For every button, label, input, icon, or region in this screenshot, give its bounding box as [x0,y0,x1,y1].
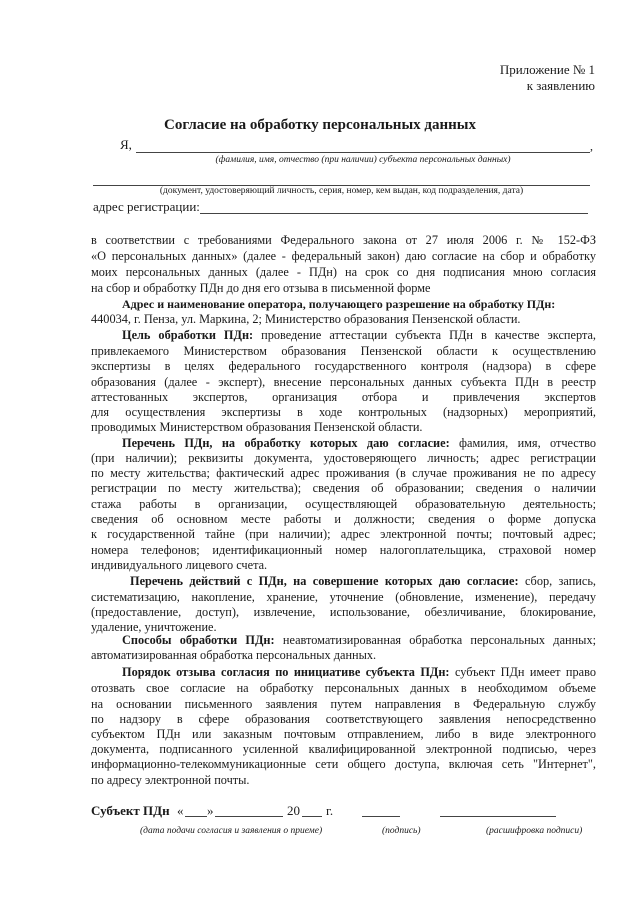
purpose-line-6: для осуществления экспертизы в ходе контрольных (надзорных) мероприятий, [91,405,596,419]
list-line-1 [122,436,596,451]
address-label: адрес регистрации: [93,199,200,214]
signature-decode-field[interactable] [440,816,556,817]
actions-line-1 [130,574,596,589]
methods-heading: Способы обработки ПДн: [122,633,275,647]
revoke-line-1 [122,665,596,680]
revoke-line-4: по надзору в сфере образования соответствующего заявления непосредственно [91,712,596,726]
revoke-line-8: по адресу электронной почты. [91,773,250,787]
actions-line-4: удаление, уничтожение. [91,620,217,634]
full-name-field[interactable] [136,152,590,153]
list-line-9: индивидуального лицевого счета. [91,558,268,572]
methods-line-1 [122,633,596,648]
name-label: Я, [120,137,132,152]
intro-line-1: в соответствии с требованиями Федерального закона от 27 июля 2006 г. № 152-ФЗ [91,233,596,247]
full-name-hint: (фамилия, имя, отчество (при наличии) субъекта персональных данных) [215,155,511,165]
address-field[interactable] [200,213,588,214]
purpose-line-2: привлекаемого Министерством образования Пензенской области к осуществлению [91,344,596,358]
signature-hint: (подпись) [382,826,421,836]
list-line-8: номера телефонов; идентификационный номер налогоплательщика, страховой номер [91,543,596,557]
list-line-7: к государственной тайне (при наличии); адрес электронной почты; почтовый адрес; [91,527,596,541]
revoke-line-2: отозвать свое согласие на обработку персональных данных в необходимом объеме [91,681,596,695]
purpose-line-5: аттестованных экспертов, организация отбора и привлечения экспертов [91,390,596,404]
signature-field[interactable] [362,816,400,817]
signature-month-field[interactable] [215,816,283,817]
revoke-line-7: информационно-телекоммуникационные сети общего доступа, включая сеть "Интернет", [91,757,596,771]
intro-line-2: «О персональных данных» (далее - федеральный закон) даю согласие на сбор и обработку [91,249,596,263]
intro-line-4: на сбор и обработку ПДн до дня его отзыва в письменной форме [91,281,431,295]
year-suffix: г. [326,803,334,818]
list-heading: Перечень ПДн, на обработку которых даю согласие: [122,436,450,450]
document-title: Согласие на обработку персональных данных [163,117,476,133]
actions-line-3: (предоставление, доступ), извлечение, использование, обезличивание, блокирование, [91,605,596,619]
actions-text-1: сбор, запись, [524,574,597,588]
operator-text: 440034, г. Пенза, ул. Маркина, 2; Министерство образования Пензенской области. [91,312,521,326]
signature-day-field[interactable] [185,816,207,817]
date-open-quote: « [177,803,184,818]
signature-label: Субъект ПДн [91,803,170,818]
date-hint: (дата подачи согласия и заявления о приеме) [140,826,323,836]
purpose-line-3: экспертизы в целях федерального государственного контроля (надзора) в сфере [91,359,596,373]
actions-line-2: систематизацию, накопление, хранение, уточнение (обновление, изменение), передачу [91,590,596,604]
purpose-line-1 [122,328,596,343]
list-line-2: (при наличии); реквизиты документа, удостоверяющего личность; адрес регистрации [91,451,596,465]
operator-heading: Адрес и наименование оператора, получающего разрешение на обработку ПДн: [122,297,556,311]
year-prefix: 20 [287,803,300,818]
actions-heading: Перечень действий с ПДн, на совершение которых даю согласие: [130,574,519,588]
purpose-line-7: проводимых Министерством образования Пензенской области. [91,420,423,434]
appendix-number: Приложение № 1 [499,62,595,77]
list-line-3: по месту жительства; фактический адрес проживания (в случае проживания не по адресу [91,466,596,480]
identity-document-hint: (документ, удостоверяющий личность, серия, номер, кем выдан, код подразделения, дата) [159,186,524,196]
revoke-heading: Порядок отзыва согласия по инициативе субъекта ПДн: [122,665,450,679]
purpose-text-1: проведение аттестации субъекта ПДн в качестве эксперта, [261,328,596,342]
revoke-line-5: субъектом ПДн или заказным почтовым отправлением, либо в виде электронного [91,727,596,741]
purpose-line-4: образования (далее - эксперт), внесение персональных данных субъекта ПДн в реестр [91,375,596,389]
purpose-heading: Цель обработки ПДн: [122,328,254,342]
appendix-subtitle: к заявлению [526,78,595,93]
decode-hint: (расшифровка подписи) [486,826,583,836]
revoke-line-6: документа, подписанного усиленной квалифицированной электронной подписью, через [91,742,596,756]
date-close-quote: » [207,803,214,818]
list-line-5: стажа работы в организации, осуществляющей образовательную деятельность; [91,497,596,511]
methods-line-2: автоматизированная обработка персональных данных. [91,648,377,662]
signature-year-field[interactable] [302,816,322,817]
intro-line-3: моих персональных данных (далее - ПДн) на срок со дня подписания мною согласия [91,265,596,279]
comma: , [590,139,593,153]
methods-text-1: неавтоматизированная обработка персональных данных; [282,633,597,647]
list-line-4: регистрации по месту жительства); сведения об образовании; сведения о наличии [91,481,596,495]
list-line-6: сведения об основном месте работы и должности; сведения о форме допуска [91,512,596,526]
appendix-header [440,62,595,94]
revoke-line-3: на основании письменного заявления путем направления в Федеральную службу [91,697,596,711]
revoke-text-1: субъект ПДн имеет право [454,665,596,679]
list-text-1: фамилия, имя, отчество [459,436,596,450]
